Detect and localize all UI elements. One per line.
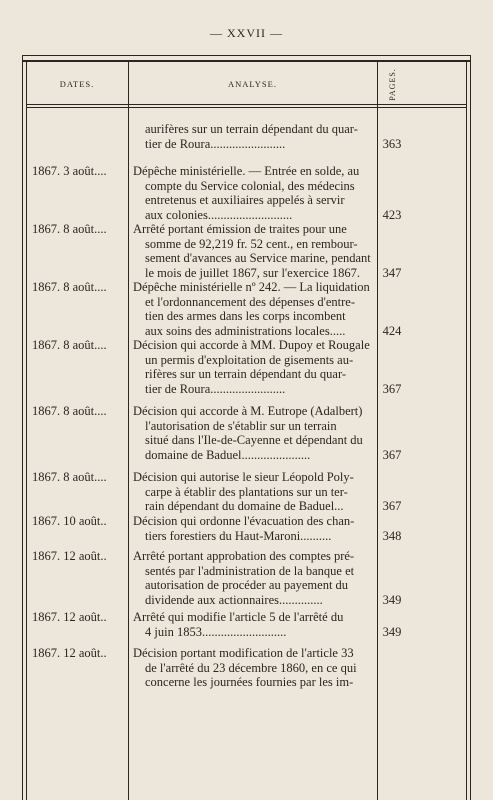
entry-analysis-line: compte du Service colonial, des médecins (145, 178, 355, 193)
entry-page-number: 367 (382, 447, 402, 462)
entry-date: 1867. 8 août.... (32, 280, 107, 294)
entry-page-number: 348 (382, 528, 402, 543)
entry-analysis-line: tier de Roura........................ (145, 136, 286, 151)
entry-analysis-line: Décision qui ordonne l'évacuation des chan- (133, 514, 355, 528)
frame-rule (22, 60, 471, 62)
entry-analysis-line: sement d'avances au Service marine, pendant (145, 251, 371, 266)
entry-analysis-line: de l'arrêté du 23 décembre 1860, en ce qui (145, 660, 357, 675)
page-header: — XXVII — (210, 26, 283, 40)
entry-analysis (133, 222, 374, 280)
entry-page-number: 367 (382, 381, 402, 396)
entry-analysis (133, 514, 374, 543)
entry-date: 1867. 8 août.... (32, 404, 107, 418)
entry-date: 1867. 10 août.. (32, 514, 107, 528)
entry-analysis-line: rain dépendant du domaine de Baduel... (145, 499, 344, 514)
entry-analysis-line: un permis d'exploitation de gisements au- (145, 352, 354, 367)
entry-analysis-line: le mois de juillet 1867, sur l'exercice 1867. (145, 265, 361, 280)
entry-analysis-line: Décision portant modification de l'article 33 (133, 646, 354, 660)
frame-rule (466, 60, 467, 800)
entry-analysis-line: Décision qui accorde à MM. Dupoy et Rougale (133, 338, 370, 352)
entry-page-number: 423 (382, 207, 402, 222)
entry-analysis-line: somme de 92,219 fr. 52 cent., en rembour- (145, 236, 358, 251)
entry-analysis (133, 470, 374, 514)
entry-page-number: 349 (382, 592, 402, 607)
header-rule (26, 107, 467, 108)
entry-analysis-line: carpe à établir des plantations sur un ter- (145, 484, 348, 499)
entry-analysis (133, 646, 374, 690)
entry-analysis (133, 549, 374, 607)
entry-analysis (133, 404, 374, 462)
entry-page-number: 349 (382, 624, 402, 639)
entry-analysis-line: Décision qui accorde à M. Eutrope (Adalbert) (133, 404, 363, 418)
entry-analysis-line: et l'ordonnancement des dépenses d'entre- (145, 294, 355, 309)
column-divider (377, 60, 378, 800)
entry-analysis-line: 4 juin 1853........................... (145, 624, 287, 639)
frame-rule (470, 55, 471, 800)
entry-date: 1867. 8 août.... (32, 222, 107, 236)
entry-date: 1867. 12 août.. (32, 646, 107, 660)
header-rule (26, 104, 467, 105)
frame-rule (26, 60, 27, 800)
entry-date: 1867. 12 août.. (32, 549, 107, 563)
column-header-pages (380, 66, 404, 102)
entry-page-number: 367 (382, 499, 402, 514)
entry-analysis-line: tien des armes dans les corps incombent (145, 309, 346, 324)
entry-page-number: 363 (382, 136, 402, 151)
entry-analysis (133, 338, 374, 396)
entry-date: 1867. 12 août.. (32, 610, 107, 624)
entry-analysis (133, 164, 374, 222)
frame-rule (22, 55, 471, 56)
entry-analysis-line: sentés par l'administration de la banque et (145, 563, 355, 578)
entry-date: 1867. 8 août.... (32, 338, 107, 352)
entry-analysis-line: autorisation de procéder au payement du (145, 578, 349, 593)
entry-date: 1867. 8 août.... (32, 470, 107, 484)
entry-analysis-line: Arrêté portant approbation des comptes pré- (133, 549, 355, 563)
column-header-dates: DATES. (59, 79, 95, 89)
entry-analysis-line: Dépêche ministérielle. — Entrée en solde, au (133, 164, 360, 178)
entry-analysis-line: concerne les journées fournies par les im- (145, 675, 354, 690)
entry-analysis-line: Décision qui autorise le sieur Léopold Poly- (133, 470, 354, 484)
entry-page-number: 347 (382, 265, 402, 280)
frame-rule (22, 55, 23, 800)
column-divider (128, 60, 129, 800)
entry-analysis-line: domaine de Baduel...................... (145, 447, 311, 462)
entry-analysis-line: rifères sur un terrain dépendant du quar- (145, 367, 347, 382)
entry-page-number: 424 (382, 323, 402, 338)
entry-date: 1867. 3 août.... (32, 164, 107, 178)
column-header-analyse: ANALYSE. (228, 79, 277, 89)
entry-analysis (133, 610, 374, 639)
entry-analysis (133, 122, 374, 151)
column-header-pages-label: PAGES. (387, 67, 397, 101)
entry-analysis (133, 280, 374, 338)
entry-analysis-line: situé dans l'Ile-de-Cayenne et dépendant du (145, 433, 363, 448)
entry-analysis-line: aux colonies........................... (145, 207, 293, 222)
entry-analysis-line: tiers forestiers du Haut-Maroni.......... (145, 528, 332, 543)
entry-analysis-line: Arrêté qui modifie l'article 5 de l'arrêté du (133, 610, 344, 624)
entry-analysis-line: dividende aux actionnaires.............. (145, 592, 323, 607)
entry-analysis-line: entretenus et auxiliaires appelés à servir (145, 193, 345, 208)
entry-analysis-line: Arrêté portant émission de traites pour une (133, 222, 347, 236)
entry-analysis-line: aux soins des administrations locales..... (145, 323, 346, 338)
entry-analysis-line: Dépêche ministérielle nº 242. — La liquidation (133, 280, 370, 294)
entry-analysis-line: l'autorisation de s'établir sur un terrain (145, 418, 337, 433)
entry-analysis-line: tier de Roura........................ (145, 381, 286, 396)
entry-analysis-line: aurifères sur un terrain dépendant du quar- (145, 122, 358, 136)
